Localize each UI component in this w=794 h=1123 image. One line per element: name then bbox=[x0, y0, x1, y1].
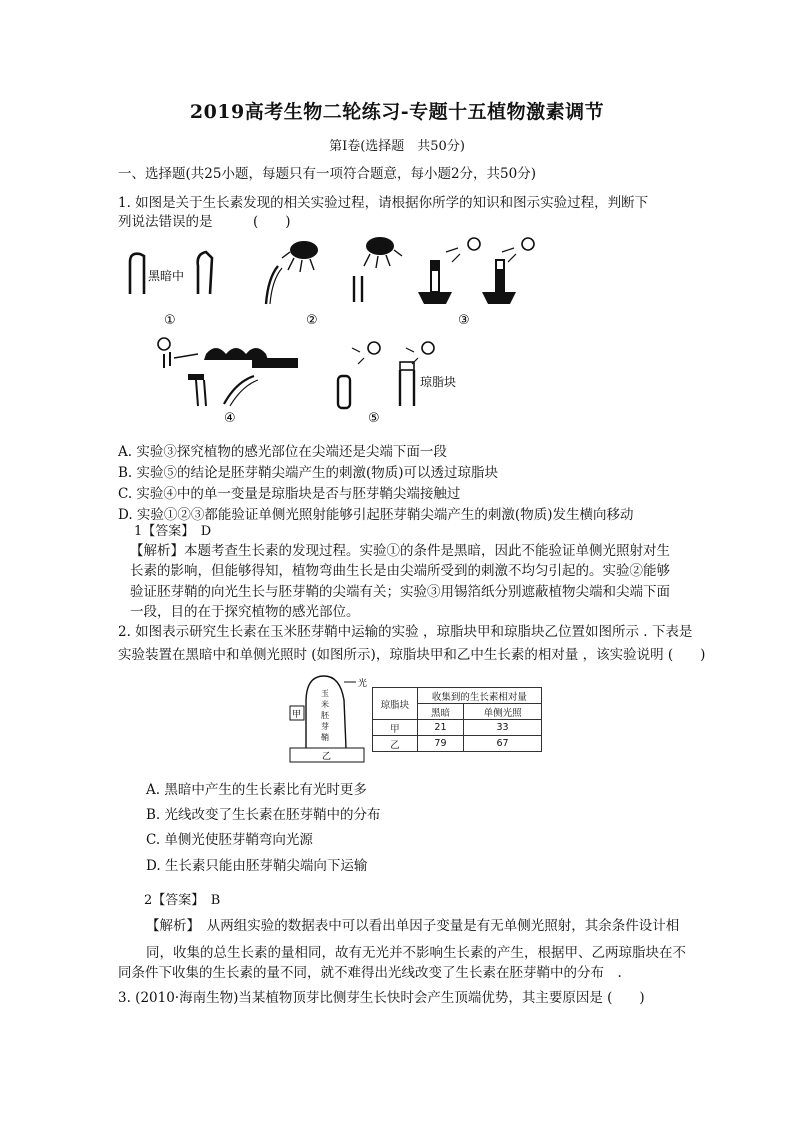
table-col-header: 琼脂块 bbox=[373, 688, 418, 720]
experiment-3-drawing bbox=[418, 238, 534, 304]
coleoptile-char-5: 鞘 bbox=[321, 733, 329, 742]
q1-stem-line1: 1. 如图是关于生长素发现的相关实验过程，请根据你所学的知识和图示实验过程，判断下 bbox=[118, 195, 649, 211]
q1-option-c: C. 实验④中的单一变量是琼脂块是否与胚芽鞘尖端接触过 bbox=[118, 486, 461, 502]
experiment-2-drawing bbox=[266, 237, 402, 304]
table-row bbox=[373, 720, 542, 736]
block-yi-label: 乙 bbox=[322, 752, 332, 762]
q2-analysis-line1: 【解析】 从两组实验的数据表中可以看出单因子变量是有无单侧光照射，其余条件设计相 bbox=[146, 918, 680, 934]
q1-answer: 1【答案】 D bbox=[134, 524, 212, 539]
experiment-4-drawing bbox=[158, 338, 298, 406]
table-group-header: 收集到的生长素相对量 bbox=[417, 688, 541, 704]
q2-option-b: B. 光线改变了生长素在胚芽鞘中的分布 bbox=[146, 807, 381, 823]
q1-option-a: A. 实验③探究植物的感光部位在尖端还是尖端下面一段 bbox=[118, 444, 447, 460]
q2-answer: 2【答案】 B bbox=[144, 893, 221, 908]
q2-option-d: D. 生长素只能由胚芽鞘尖端向下运输 bbox=[146, 858, 368, 874]
section-header: 一、选择题(共25小题，每题只有一项符合题意，每小题2分，共50分) bbox=[118, 166, 536, 182]
q1-option-d: D. 实验①②③都能验证单侧光照射能够引起胚芽鞘尖端产生的刺激(物质)发生横向移动 bbox=[118, 507, 634, 523]
coleoptile-char-1: 玉 bbox=[321, 689, 329, 698]
agar-label: 琼脂块 bbox=[420, 375, 457, 389]
block-jia-label: 甲 bbox=[292, 710, 302, 720]
q1-experiment-figure bbox=[118, 236, 538, 428]
table-subheader-dark: 黑暗 bbox=[417, 704, 463, 720]
table-cell: 乙 bbox=[373, 736, 418, 752]
table-cell: 33 bbox=[464, 720, 542, 736]
table-cell: 67 bbox=[464, 736, 542, 752]
fig-num-5: ⑤ bbox=[368, 411, 380, 426]
page-title: 2019高考生物二轮练习-专题十五植物激素调节 bbox=[189, 101, 605, 123]
q2-data-table bbox=[372, 687, 542, 752]
table-cell: 甲 bbox=[373, 720, 418, 736]
coleoptile-char-3: 胚 bbox=[321, 711, 329, 720]
q1-analysis-line2: 长素的影响，但能够得知，植物弯曲生长是由尖端所受到的刺激不均匀引起的。实验②能够 bbox=[130, 563, 670, 579]
coleoptile-char-4: 芽 bbox=[321, 722, 329, 731]
q2-stem-line2: 实验装置在黑暗中和单侧光照时 (如图所示)，琼脂块甲和乙中生长素的相对量 ，该实验说明 ( ) bbox=[118, 647, 706, 663]
q1-analysis-line4: 一段，目的在于探究植物的感光部位。 bbox=[130, 604, 360, 620]
q2-analysis-line2: 同，收集的总生长素的量相同，故有无光并不影响生长素的产生，根据甲、乙两琼脂块在不 bbox=[146, 945, 686, 961]
q2-option-c: C. 单侧光使胚芽鞘弯向光源 bbox=[146, 832, 313, 848]
fig-num-3: ③ bbox=[458, 313, 470, 328]
q1-analysis-line1: 【解析】本题考查生长素的发现过程。实验①的条件是黑暗，因此不能验证单侧光照射对生 bbox=[130, 543, 670, 559]
table-subheader-light: 单侧光照 bbox=[464, 704, 542, 720]
q3-stem: 3. (2010·海南生物)当某植物顶芽比侧芽生长快时会产生顶端优势，其主要原因是 ( ) bbox=[118, 990, 645, 1006]
q1-option-b: B. 实验⑤的结论是胚芽鞘尖端产生的刺激(物质)可以透过琼脂块 bbox=[118, 465, 499, 481]
light-label: 光 bbox=[358, 679, 368, 689]
q2-option-a: A. 黑暗中产生的生长素比有光时更多 bbox=[146, 782, 367, 798]
q1-analysis-line3: 验证胚芽鞘的向光生长与胚芽鞘的尖端有关；实验③用锡箔纸分别遮蔽植物尖端和尖端下面 bbox=[130, 584, 670, 600]
dark-label: 黑暗中 bbox=[148, 269, 185, 283]
fig-num-1: ① bbox=[164, 313, 176, 328]
volume-header: 第Ⅰ卷(选择题 共50分) bbox=[329, 139, 465, 154]
q2-stem-line1: 2. 如图表示研究生长素在玉米胚芽鞘中运输的实验 ，琼脂块甲和琼脂块乙位置如图所示 . 下表是 bbox=[118, 624, 693, 640]
q1-stem-line2: 列说法错误的是 ( ) bbox=[118, 214, 291, 230]
table-row bbox=[373, 736, 542, 752]
table-cell: 21 bbox=[417, 720, 463, 736]
q2-analysis-line3: 同条件下收集的生长素的量不同，就不难得出光线改变了生长素在胚芽鞘中的分布 . bbox=[118, 965, 622, 981]
table-cell: 79 bbox=[417, 736, 463, 752]
q2-coleoptile-figure bbox=[284, 672, 370, 764]
fig-num-4: ④ bbox=[224, 411, 236, 426]
fig-num-2: ② bbox=[306, 313, 318, 328]
coleoptile-char-2: 米 bbox=[321, 700, 329, 709]
